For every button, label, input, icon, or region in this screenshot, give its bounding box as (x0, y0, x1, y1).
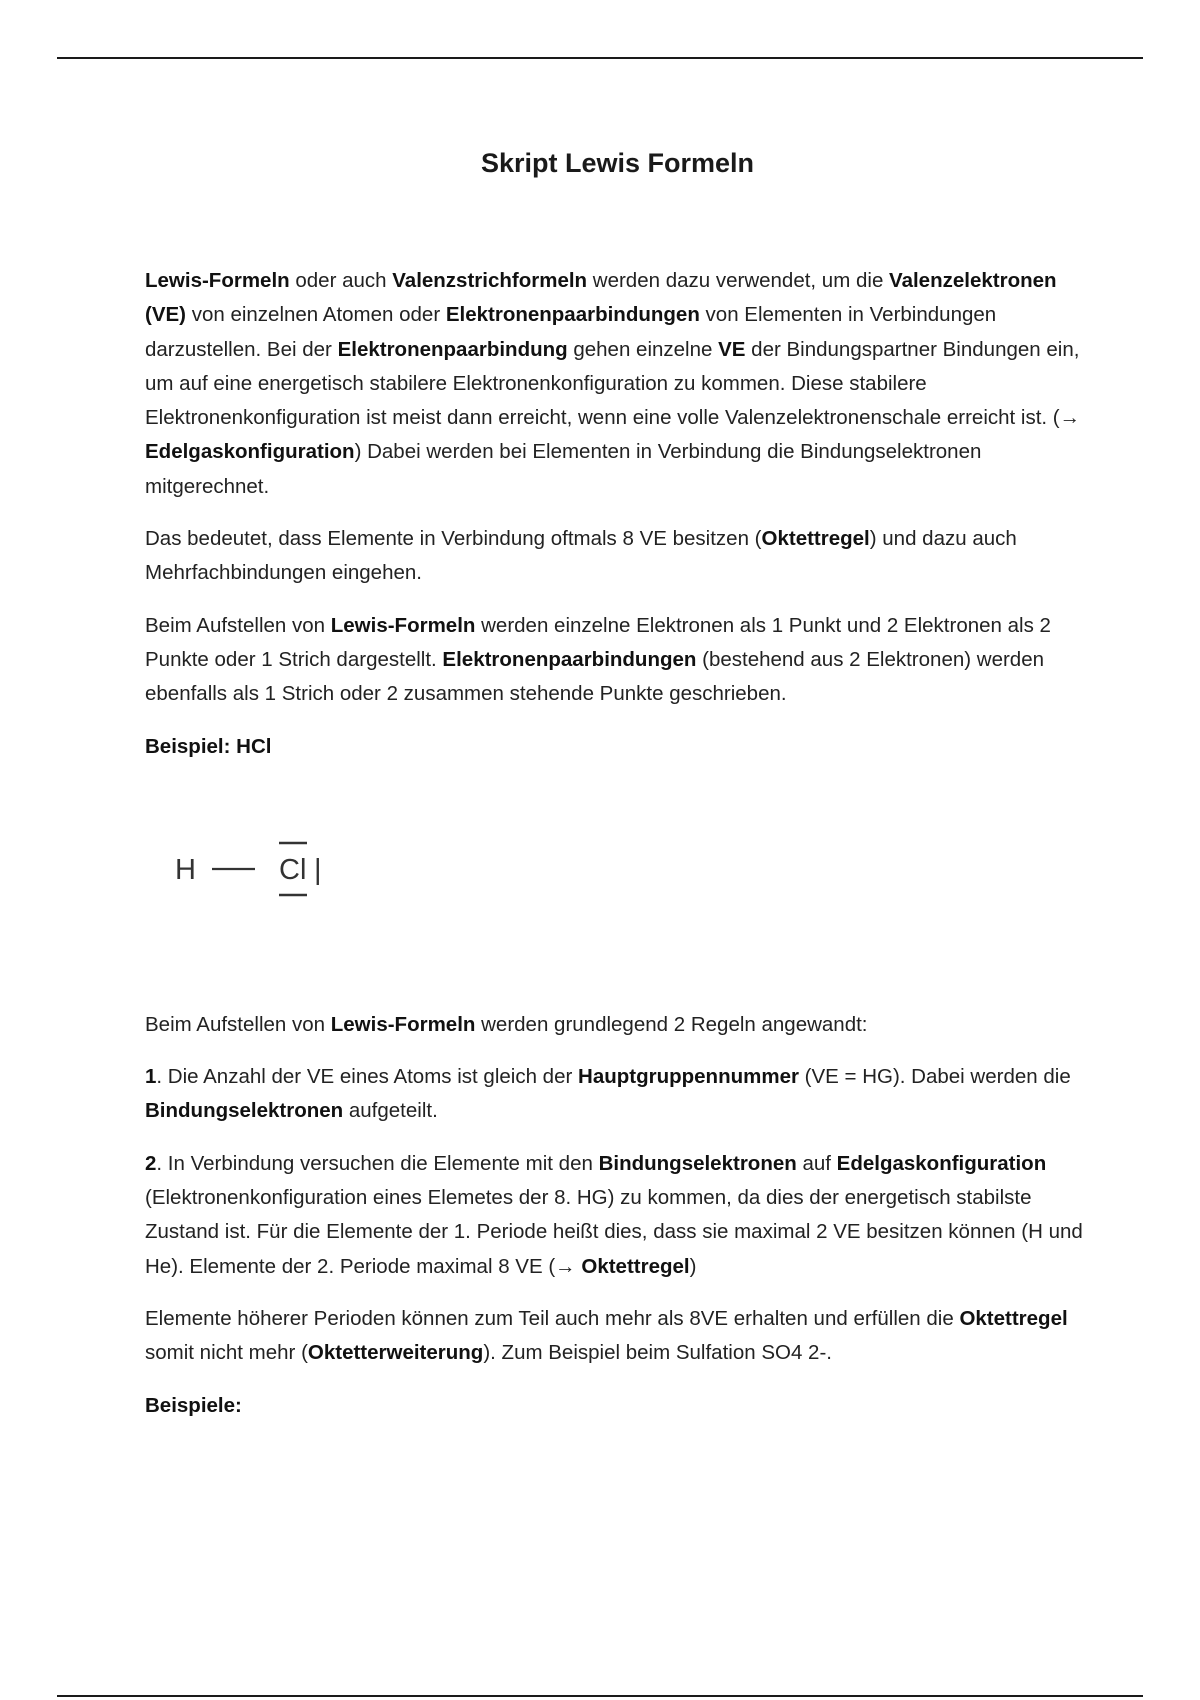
bold-term: 1 (145, 1065, 157, 1089)
bold-term: Oktettregel (581, 1254, 690, 1278)
bold-term: Valenzelektronen (VE) (145, 269, 1057, 327)
intro-paragraphs (145, 264, 1100, 764)
bold-term: Oktettregel (959, 1306, 1068, 1330)
text-run: ) und dazu auch Mehrfachbindungen eingehen. (145, 527, 1017, 585)
lewis-structure-hcl (145, 776, 1100, 1008)
header-rule (57, 57, 1143, 59)
text-run: . In Verbindung versuchen die Elemente mit den (156, 1151, 599, 1175)
bold-term: Bindungselektronen (145, 1099, 344, 1123)
text-run: ) Dabei werden bei Elementen in Verbindung die Bindungselektronen mitgerechnet. (145, 440, 982, 498)
text-run: Beim Aufstellen von (145, 1012, 331, 1036)
atom-cl: Cl (279, 853, 307, 886)
bold-term: Elektronenpaarbindungen (445, 303, 700, 327)
text-run: aufgeteilt. (343, 1099, 438, 1123)
bold-term: Valenzstrichformeln (392, 269, 588, 292)
text-run: auf (796, 1151, 837, 1175)
bold-term: Hauptgruppennummer (578, 1065, 799, 1089)
paragraph (145, 522, 1100, 591)
paragraph (145, 1389, 1100, 1423)
bold-term: Lewis-Formeln (330, 1012, 476, 1036)
page-title: Skript Lewis Formeln (480, 148, 755, 178)
bold-term: Elektronenpaarbindung (337, 337, 568, 361)
bold-term: Lewis-Formeln (330, 613, 476, 637)
text-run: (bestehend aus 2 Elektronen) werden ebenfalls als 1 Strich oder 2 zusammen stehende Punkte geschrieben. (145, 647, 1045, 706)
lone-pair-right: | (314, 853, 322, 886)
rules-paragraphs (145, 1008, 1100, 1423)
text-run: somit nicht mehr ( (145, 1341, 308, 1365)
bold-term: Edelgaskonfiguration (145, 440, 355, 464)
bold-term: Elektronenpaarbindungen (442, 647, 697, 671)
text-run: von Elementen in Verbindungen darzustellen. Bei der (145, 303, 997, 361)
footer-rule (57, 1695, 1143, 1697)
text-run: werden grundlegend 2 Regeln angewandt: (475, 1012, 868, 1036)
text-run: gehen einzelne (567, 337, 719, 361)
text-run: ). Zum Beispiel beim Sulfation SO4 2-. (483, 1341, 832, 1365)
paragraph (145, 1060, 1100, 1129)
atom-h: H (175, 853, 196, 886)
text-run: . Die Anzahl der VE eines Atoms ist gleich der (156, 1065, 579, 1089)
text-run: Elemente höherer Perioden können zum Teil auch mehr als 8VE erhalten und erfüllen die (145, 1306, 960, 1330)
text-run: (Elektronenkonfiguration eines Elemetes der 8. HG) zu kommen, da dies der energetisch stabilste Zustand ist. Für die Elemente der 1. Periode heißt dies, dass sie maximal 2 VE besitzen können (H und He). Elemente der 2. Periode maximal 8 VE (→ (145, 1186, 1083, 1278)
paragraph (145, 1008, 1100, 1042)
bold-term: VE (718, 337, 746, 361)
paragraph (145, 609, 1100, 712)
text-run: der Bindungspartner Bindungen ein, um auf eine energetisch stabilere Elektronenkonfiguration zu kommen. Diese stabilere Elektronenkonfiguration ist meist dann erreicht, wenn eine volle Valenzelektronenschale erreicht ist. (→ (145, 337, 1081, 430)
text-run: (VE = HG). Dabei werden die (798, 1065, 1071, 1089)
text-run: Das bedeutet, dass Elemente in Verbindung oftmals 8 VE besitzen ( (145, 527, 762, 551)
text-run: ) (689, 1254, 697, 1278)
paragraph (145, 1147, 1100, 1284)
bold-term: Beispiel: HCl (145, 734, 272, 758)
text-run: Beim Aufstellen von (145, 613, 331, 637)
bold-term: Edelgaskonfiguration (836, 1151, 1047, 1175)
document-body (145, 264, 1100, 1441)
paragraph (145, 264, 1100, 504)
text-run: werden einzelne Elektronen als 1 Punkt und 2 Elektronen als 2 Punkte oder 1 Strich dargestellt. (145, 613, 1051, 671)
lewis-hcl-diagram (175, 836, 395, 926)
text-run: von einzelnen Atomen oder (186, 303, 446, 327)
bold-term: Oktettregel (761, 527, 870, 551)
text-run: oder auch (289, 269, 393, 292)
bold-term: Lewis-Formeln (145, 269, 290, 292)
paragraph (145, 730, 1100, 764)
bold-term: Beispiele: (145, 1393, 242, 1417)
bold-term: 2 (145, 1151, 157, 1175)
bold-term: Oktetterweiterung (307, 1341, 484, 1365)
paragraph (145, 1302, 1100, 1371)
text-run: werden dazu verwendet, um die (587, 269, 890, 292)
bold-term: Bindungselektronen (598, 1151, 797, 1175)
